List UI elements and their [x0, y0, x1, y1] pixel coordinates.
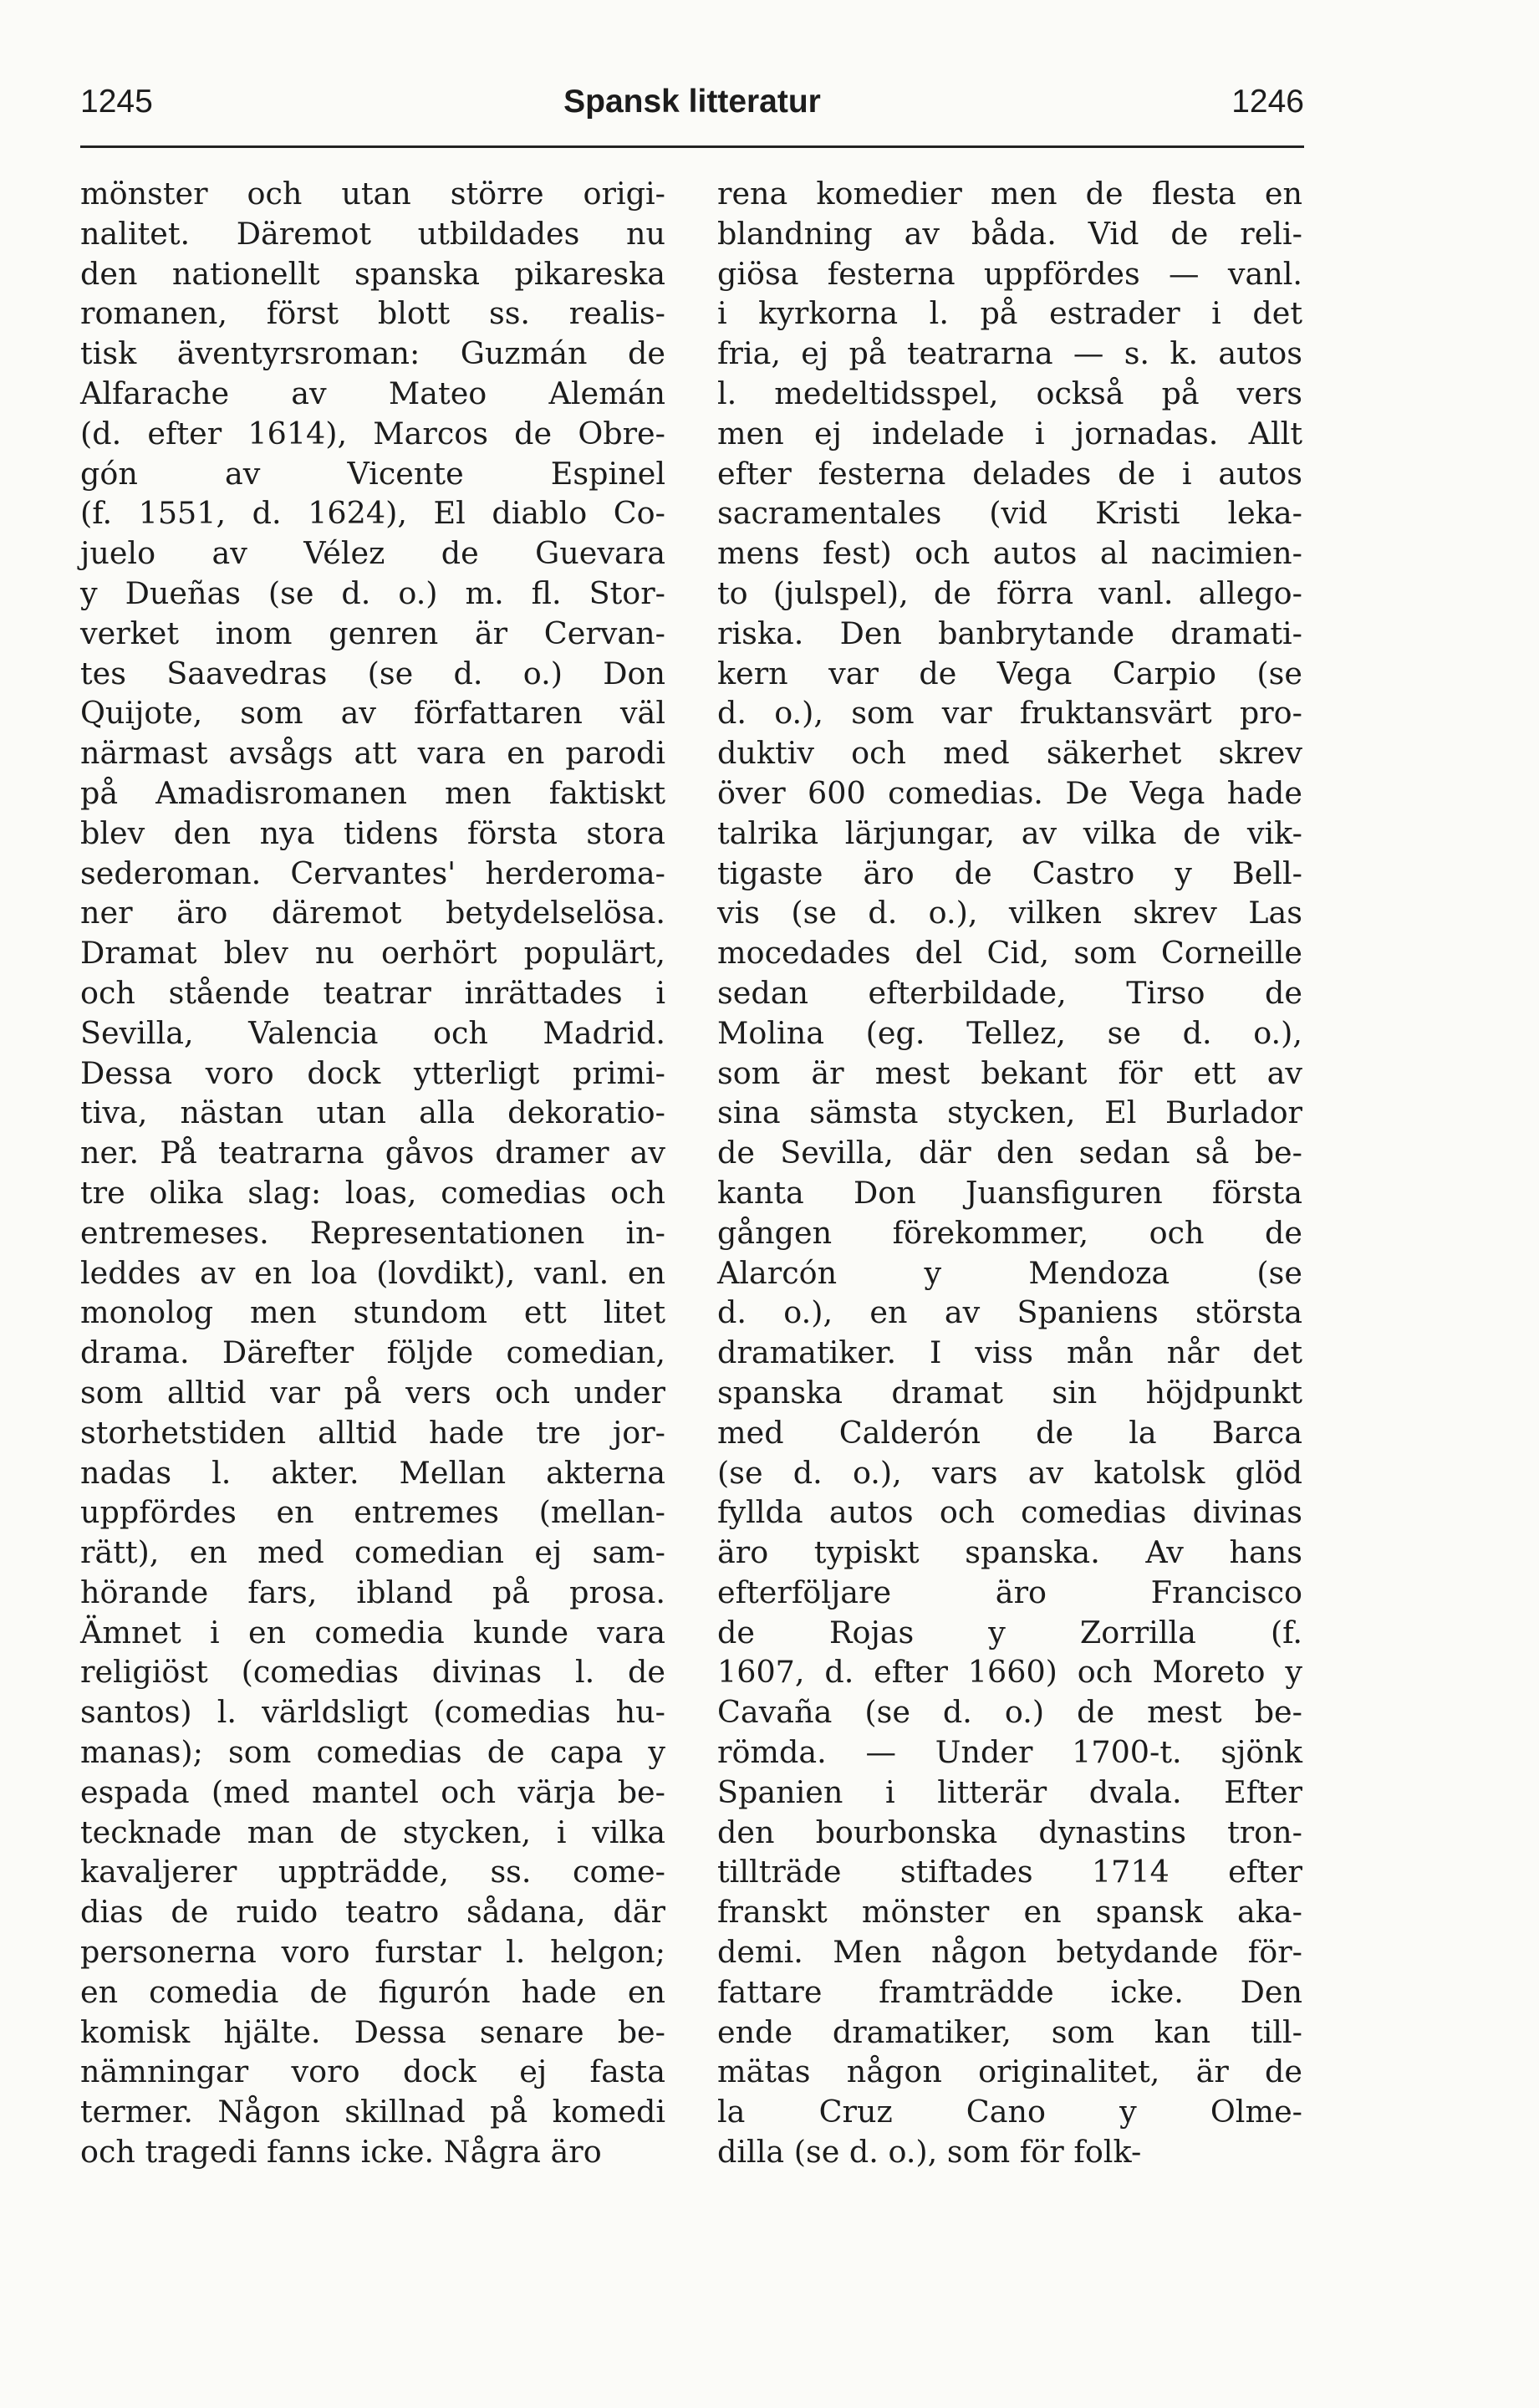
text-line: Cavaña (se d. o.) de mest be- — [717, 1694, 1302, 1731]
text-line: i kyrkorna l. på estrader i det — [717, 295, 1302, 332]
text-line: tes Saavedras (se d. o.) Don — [80, 655, 665, 691]
text-line: giösa festerna uppfördes — vanl. — [717, 255, 1302, 292]
page-number-left: 1245 — [80, 84, 153, 120]
text-line: dias de ruido teatro sådana, där — [80, 1894, 665, 1931]
text-line: Alarcón y Mendoza (se — [717, 1254, 1302, 1291]
text-line: hörande fars, ibland på prosa. — [80, 1574, 665, 1610]
text-line: kanta Don Juansfiguren första — [717, 1174, 1302, 1211]
text-line: talrika lärjungar, av vilka de vik- — [717, 814, 1302, 851]
page-number-right: 1246 — [1231, 84, 1304, 120]
text-line: ner äro däremot betydelselösa. — [80, 895, 665, 931]
left-column — [80, 174, 665, 2172]
text-line: sedan efterbildade, Tirso de — [717, 974, 1302, 1011]
text-line: riska. Den banbrytande dramati- — [717, 615, 1302, 651]
header-rule — [80, 145, 1304, 148]
text-line: spanska dramat sin höjdpunkt — [717, 1374, 1302, 1411]
right-column — [717, 174, 1302, 2172]
text-line: mönster och utan större origi- — [80, 176, 665, 212]
text-line: efter festerna delades de i autos — [717, 455, 1302, 492]
text-line: sacramentales (vid Kristi leka- — [717, 495, 1302, 532]
text-line: drama. Därefter följde comedian, — [80, 1334, 665, 1371]
text-line: med Calderón de la Barca — [717, 1414, 1302, 1451]
text-line: Sevilla, Valencia och Madrid. — [80, 1014, 665, 1051]
text-line: gången förekommer, och de — [717, 1214, 1302, 1251]
text-line: franskt mönster en spansk aka- — [717, 1894, 1302, 1931]
text-line: d. o.), en av Spaniens största — [717, 1294, 1302, 1331]
text-line: tillträde stiftades 1714 efter — [717, 1854, 1302, 1890]
text-line: ner. På teatrarna gåvos dramer av — [80, 1135, 665, 1171]
text-line: som alltid var på vers och under — [80, 1374, 665, 1411]
text-line: de Rojas y Zorrilla (f. — [717, 1614, 1302, 1650]
text-line: och stående teatrar inrättades i — [80, 974, 665, 1011]
text-line: som är mest bekant för ett av — [717, 1054, 1302, 1091]
text-line: Molina (eg. Tellez, se d. o.), — [717, 1014, 1302, 1051]
text-line: y Dueñas (se d. o.) m. fl. Stor- — [80, 574, 665, 611]
text-line: men ej indelade i jornadas. Allt — [717, 415, 1302, 452]
text-line: närmast avsågs att vara en parodi — [80, 735, 665, 772]
text-line: (se d. o.), vars av katolsk glöd — [717, 1454, 1302, 1491]
text-line: de Sevilla, där den sedan så be- — [717, 1135, 1302, 1171]
text-line: l. medeltidsspel, också på vers — [717, 375, 1302, 411]
text-line: Spanien i litterär dvala. Efter — [717, 1773, 1302, 1810]
text-line: den nationellt spanska pikareska — [80, 255, 665, 292]
text-line: römda. — Under 1700-t. sjönk — [717, 1734, 1302, 1771]
text-line: Ämnet i en comedia kunde vara — [80, 1614, 665, 1650]
text-line: rena komedier men de flesta en — [717, 176, 1302, 212]
text-line: sederoman. Cervantes' herderoma- — [80, 855, 665, 891]
text-line: nämningar voro dock ej fasta — [80, 2053, 665, 2090]
text-line: uppfördes en entremes (mellan- — [80, 1494, 665, 1531]
running-title: Spansk litteratur — [563, 84, 821, 120]
text-line: och tragedi fanns icke. Några äro — [80, 2134, 602, 2171]
text-line: dilla (se d. o.), som för folk- — [717, 2134, 1142, 2171]
text-line: komisk hjälte. Dessa senare be- — [80, 2013, 665, 2050]
text-line: manas); som comedias de capa y — [80, 1734, 665, 1771]
text-line: vis (se d. o.), vilken skrev Las — [717, 895, 1302, 931]
text-line: Dessa voro dock ytterligt primi- — [80, 1054, 665, 1091]
text-line: äro typiskt spanska. Av hans — [717, 1534, 1302, 1571]
text-line: duktiv och med säkerhet skrev — [717, 735, 1302, 772]
text-line: la Cruz Cano y Olme- — [717, 2094, 1302, 2130]
text-line: den bourbonska dynastins tron- — [717, 1814, 1302, 1850]
text-line: juelo av Vélez de Guevara — [80, 535, 665, 572]
text-line: Dramat blev nu oerhört populärt, — [80, 935, 665, 972]
text-line: leddes av en loa (lovdikt), vanl. en — [80, 1254, 665, 1291]
text-line: (f. 1551, d. 1624), El diablo Co- — [80, 495, 665, 532]
text-line: nalitet. Däremot utbildades nu — [80, 215, 665, 252]
text-line: (d. efter 1614), Marcos de Obre- — [80, 415, 665, 452]
text-line: efterföljare äro Francisco — [717, 1574, 1302, 1610]
text-line: tecknade man de stycken, i vilka — [80, 1814, 665, 1850]
text-line: monolog men stundom ett litet — [80, 1294, 665, 1331]
text-line: rätt), en med comedian ej sam- — [80, 1534, 665, 1571]
text-line: verket inom genren är Cervan- — [80, 615, 665, 651]
text-line: fyllda autos och comedias divinas — [717, 1494, 1302, 1531]
text-line: Quijote, som av författaren väl — [80, 695, 665, 732]
text-line: espada (med mantel och värja be- — [80, 1773, 665, 1810]
text-line: religiöst (comedias divinas l. de — [80, 1654, 665, 1691]
text-line: fattare framträdde icke. Den — [717, 1973, 1302, 2010]
text-line: storhetstiden alltid hade tre jor- — [80, 1414, 665, 1451]
text-line: blandning av båda. Vid de reli- — [717, 215, 1302, 252]
text-line: gón av Vicente Espinel — [80, 455, 665, 492]
text-line: dramatiker. I viss mån når det — [717, 1334, 1302, 1371]
text-line: to (julspel), de förra vanl. allego- — [717, 574, 1302, 611]
text-line: demi. Men någon betydande för- — [717, 1934, 1302, 1971]
text-line: d. o.), som var fruktansvärt pro- — [717, 695, 1302, 732]
page-header — [80, 84, 1304, 142]
text-line: personerna voro furstar l. helgon; — [80, 1934, 665, 1971]
text-line: fria, ej på teatrarna — s. k. autos — [717, 335, 1302, 372]
text-line: tigaste äro de Castro y Bell- — [717, 855, 1302, 891]
text-line: tiva, nästan utan alla dekoratio- — [80, 1094, 665, 1131]
text-line: tre olika slag: loas, comedias och — [80, 1174, 665, 1211]
text-line: romanen, först blott ss. realis- — [80, 295, 665, 332]
text-line: sina sämsta stycken, El Burlador — [717, 1094, 1302, 1131]
text-line: entremeses. Representationen in- — [80, 1214, 665, 1251]
text-line: en comedia de figurón hade en — [80, 1973, 665, 2010]
text-line: över 600 comedias. De Vega hade — [717, 774, 1302, 811]
text-line: mens fest) och autos al nacimien- — [717, 535, 1302, 572]
text-line: Alfarache av Mateo Alemán — [80, 375, 665, 411]
text-line: mocedades del Cid, som Corneille — [717, 935, 1302, 972]
text-line: kern var de Vega Carpio (se — [717, 655, 1302, 691]
text-line: santos) l. världsligt (comedias hu- — [80, 1694, 665, 1731]
text-line: ende dramatiker, som kan till- — [717, 2013, 1302, 2050]
text-line: på Amadisromanen men faktiskt — [80, 774, 665, 811]
text-line: 1607, d. efter 1660) och Moreto y — [717, 1654, 1302, 1691]
text-line: nadas l. akter. Mellan akterna — [80, 1454, 665, 1491]
text-line: blev den nya tidens första stora — [80, 814, 665, 851]
text-line: tisk äventyrsroman: Guzmán de — [80, 335, 665, 372]
text-line: termer. Någon skillnad på komedi — [80, 2094, 665, 2130]
text-line: mätas någon originalitet, är de — [717, 2053, 1302, 2090]
text-line: kavaljerer uppträdde, ss. come- — [80, 1854, 665, 1890]
